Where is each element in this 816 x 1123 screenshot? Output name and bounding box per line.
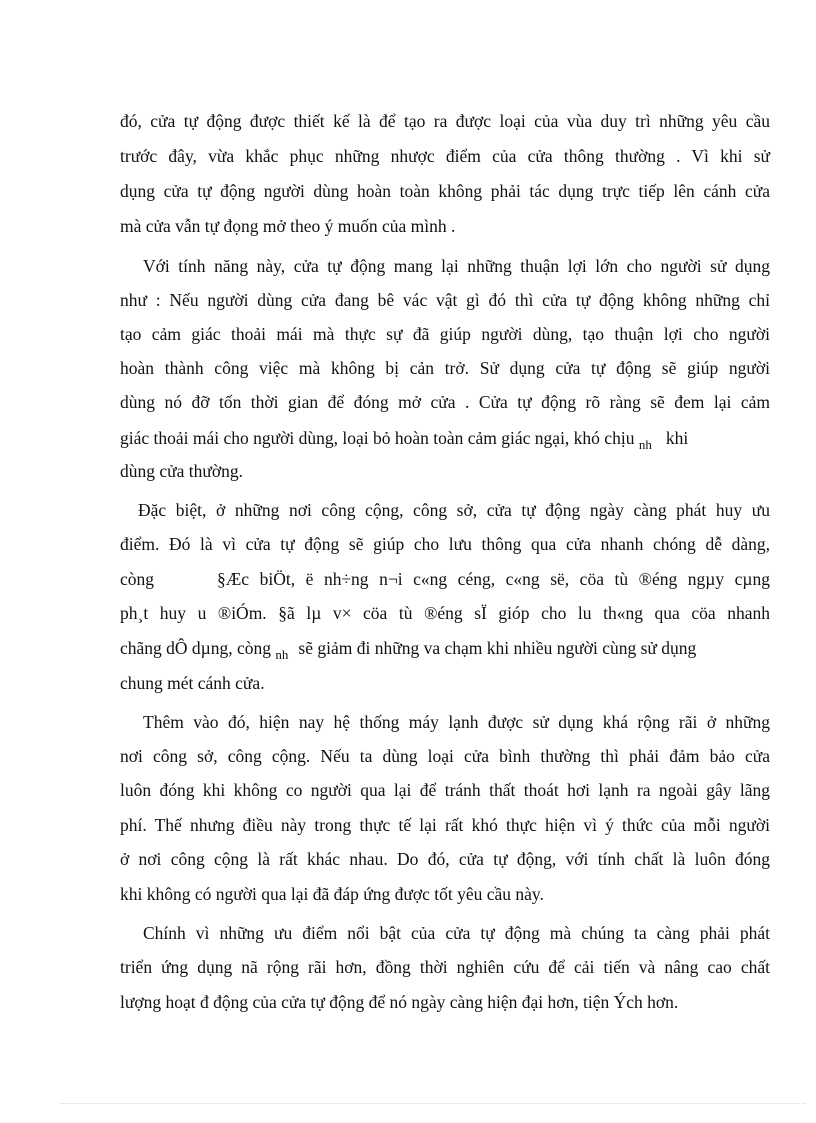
p2-line-3: tạo cảm giác thoải mái mà thực sự đã giúp người dùng, tạo thuận lợi cho người <box>120 324 770 344</box>
p3-line-3-garbled: §Æc biÖt, ë nh÷ng n¬i c«ng céng, c«ng së, cöa tù ®éng ngµy cµng <box>217 569 770 589</box>
p2-line-6: giác thoải mái cho người dùng, loại bỏ hoàn toàn cảm giác ngại, khó chịu $_{nh}$ khi <box>120 428 689 452</box>
p2-line-7: dùng cửa thường. <box>120 461 243 481</box>
p1-line-3: dụng cửa tự động người dùng hoàn toàn không phải tác dụng trực tiếp lên cánh cửa <box>120 181 770 201</box>
p2-line-5: dùng nó đỡ tốn thời gian để đóng mở cửa . Cửa tự động rõ ràng sẽ đem lại cảm <box>120 392 770 412</box>
p5-line-3: lượng hoạt đ động của cửa tự động để nó ngày càng hiện đại hơn, tiện Ých hơn. <box>120 992 679 1012</box>
p4-line-6: khi không có người qua lại đã đáp ứng được tốt yêu cầu này. <box>120 884 544 904</box>
p4-line-2: nơi công sở, công cộng. Nếu ta dùng loại cửa bình thường thì phải đảm bảo cửa <box>120 746 770 766</box>
p1-line-1: đó, cửa tự động được thiết kế là để tạo ra được loại của vùa duy trì những yêu cầu <box>120 111 770 131</box>
p3-line-2: điểm. Đó là vì cửa tự động sẽ giúp cho lưu thông qua cửa nhanh chóng dễ dàng, <box>120 534 770 554</box>
p4-line-1: Thêm vào đó, hiện nay hệ thống máy lạnh được sử dụng khá rộng rãi ở những <box>143 712 770 732</box>
p3-line-4: ph¸t huy u ®iÓm. §ã lµ v× cöa tù ®éng sÏ gióp cho lu th«ng qua cöa nhanh <box>120 603 770 623</box>
p5-line-2: triển ứng dụng nã rộng rãi hơn, đồng thời nghiên cứu để cải tiến và nâng cao chất <box>120 957 770 977</box>
page-bottom-divider <box>60 1103 806 1104</box>
p3-line-1: Đặc biệt, ở những nơi công cộng, công sở, cửa tự động ngày càng phát huy ưu <box>138 500 770 520</box>
p4-line-5: ở nơi công cộng là rất khác nhau. Do đó, cửa tự động, với tính chất là luôn đóng <box>120 849 770 869</box>
p4-line-4: phí. Thế nhưng điều này trong thực tế lại rất khó thực hiện vì ý thức của mỗi người <box>120 815 770 835</box>
p3-line-3-start: còng <box>120 569 155 589</box>
p2-line-4: hoàn thành công việc mà không bị cản trở. Sử dụng cửa tự động sẽ giúp người <box>120 358 770 378</box>
p1-line-4: mà cửa vẫn tự đọng mở theo ý muốn của mình . <box>120 216 456 236</box>
p2-line-2: như : Nếu người dùng cửa đang bê vác vật gì đó thì cửa tự động không những chỉ <box>120 290 770 310</box>
p1-line-2: trước đây, vừa khắc phục những nhược điểm của cửa thông thường . Vì khi sử <box>120 146 770 166</box>
p2-line-1: Với tính năng này, cửa tự động mang lại những thuận lợi lớn cho người sử dụng <box>143 256 770 276</box>
p4-line-3: luôn đóng khi không co người qua lại để tránh thất thoát hơi lạnh ra ngoài gây lãng <box>120 780 770 800</box>
p3-line-6: chung mét cánh cửa. <box>120 673 265 693</box>
p5-line-1: Chính vì những ưu điểm nổi bật của cửa tự động mà chúng ta càng phải phát <box>143 923 770 943</box>
p3-line-5: chãng dÔ dµng, còng $_{nh}$ sẽ giảm đi những va chạm khi nhiều người cùng sử dụng <box>120 638 697 662</box>
